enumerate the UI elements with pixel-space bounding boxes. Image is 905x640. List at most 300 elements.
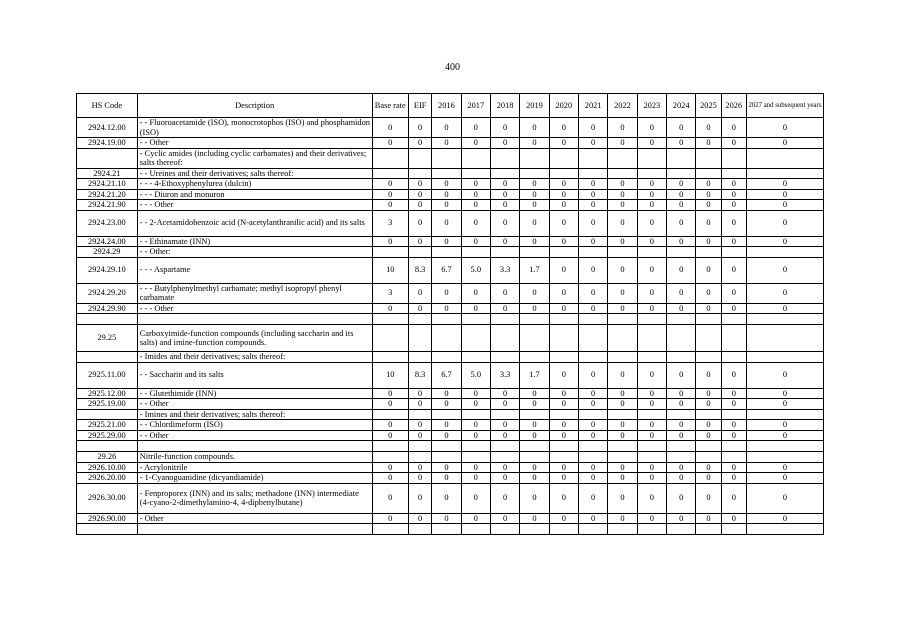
description-cell: Nitrile-function compounds. (137, 452, 372, 463)
rate-cell: 0 (721, 483, 746, 513)
hs-code-cell: 2924.12.00 (77, 118, 138, 138)
rate-cell: 0 (578, 462, 607, 473)
rate-cell (372, 441, 408, 452)
rate-cell: 0 (408, 462, 431, 473)
rate-cell: 0 (549, 179, 578, 190)
rate-cell (608, 352, 637, 363)
rate-cell: 0 (696, 420, 721, 431)
column-header: 2026 (721, 94, 746, 118)
rate-cell: 0 (372, 399, 408, 410)
description-cell: - - - Butylphenylmethyl carbamate; methyl isopropyl phenyl carbamate (137, 283, 372, 303)
rate-cell: 0 (432, 236, 461, 247)
rate-cell (461, 441, 490, 452)
rate-cell: 0 (461, 283, 490, 303)
rate-cell: 0 (578, 388, 607, 399)
rate-cell: 0 (520, 399, 549, 410)
rate-cell: 0 (461, 462, 490, 473)
rate-cell: 0 (461, 210, 490, 236)
rate-cell: 0 (608, 399, 637, 410)
rate-cell (372, 168, 408, 179)
hs-code-cell: 2924.29.90 (77, 303, 138, 314)
column-header: 2020 (549, 94, 578, 118)
rate-cell: 0 (520, 388, 549, 399)
rate-cell: 0 (520, 420, 549, 431)
rate-cell: 0 (461, 399, 490, 410)
rate-cell (432, 325, 461, 352)
column-header: 2018 (490, 94, 519, 118)
rate-cell: 0 (408, 483, 431, 513)
rate-cell: 0 (667, 399, 696, 410)
rate-cell (746, 247, 823, 258)
rate-cell (667, 148, 696, 168)
column-header: 2027 and subsequent years (746, 94, 823, 118)
rate-cell (461, 148, 490, 168)
rate-cell (608, 148, 637, 168)
rate-cell (372, 352, 408, 363)
description-cell: - - - Other (137, 200, 372, 211)
description-cell: - - Fluoroacetamide (ISO), monocrotophos (ISO) and phosphamidon (ISO) (137, 118, 372, 138)
rate-cell: 0 (578, 283, 607, 303)
rate-cell: 0 (490, 303, 519, 314)
rate-cell: 0 (490, 399, 519, 410)
rate-cell (637, 409, 666, 420)
description-cell: - - Ureines and their derivatives; salts thereof: (137, 168, 372, 179)
rate-cell: 0 (372, 236, 408, 247)
rate-cell: 0 (667, 303, 696, 314)
rate-cell: 0 (696, 283, 721, 303)
rate-cell (372, 148, 408, 168)
rate-cell: 0 (637, 399, 666, 410)
rate-cell (667, 452, 696, 463)
rate-cell: 0 (746, 399, 823, 410)
rate-cell (408, 452, 431, 463)
table-body (77, 118, 824, 535)
description-cell (137, 441, 372, 452)
rate-cell: 0 (721, 118, 746, 138)
rate-cell: 0 (549, 189, 578, 200)
rate-cell: 0 (667, 420, 696, 431)
rate-cell: 0 (696, 210, 721, 236)
hs-code-cell: 2924.29.10 (77, 257, 138, 283)
rate-cell: 0 (549, 430, 578, 441)
rate-cell: 3 (372, 283, 408, 303)
table-row (77, 283, 824, 303)
rate-cell (608, 409, 637, 420)
description-cell: - - Ethinamate (INN) (137, 236, 372, 247)
rate-cell: 0 (549, 513, 578, 524)
rate-cell (432, 352, 461, 363)
rate-cell (637, 452, 666, 463)
rate-cell: 0 (549, 362, 578, 388)
rate-cell (461, 409, 490, 420)
rate-cell (637, 148, 666, 168)
rate-cell: 0 (696, 189, 721, 200)
table-row (77, 441, 824, 452)
rate-cell: 0 (408, 388, 431, 399)
rate-cell: 0 (637, 283, 666, 303)
rate-cell: 0 (408, 513, 431, 524)
rate-cell (608, 325, 637, 352)
rate-cell: 0 (372, 473, 408, 484)
rate-cell (432, 314, 461, 325)
description-cell: - 1-Cyanoguanidine (dicyandiamide) (137, 473, 372, 484)
rate-cell: 0 (637, 189, 666, 200)
rate-cell: 10 (372, 362, 408, 388)
rate-cell: 0 (608, 210, 637, 236)
rate-cell: 0 (746, 473, 823, 484)
hs-code-cell: 2925.21.00 (77, 420, 138, 431)
rate-cell (608, 314, 637, 325)
page-number: 400 (445, 62, 460, 73)
table-row (77, 420, 824, 431)
rate-cell: 0 (637, 473, 666, 484)
rate-cell (372, 325, 408, 352)
hs-code-cell: 2926.10.00 (77, 462, 138, 473)
column-header: Description (137, 94, 372, 118)
rate-cell: 0 (432, 483, 461, 513)
rate-cell: 0 (549, 388, 578, 399)
rate-cell: 0 (608, 473, 637, 484)
rate-cell: 0 (549, 210, 578, 236)
rate-cell: 3 (372, 210, 408, 236)
rate-cell (746, 148, 823, 168)
rate-cell: 0 (746, 236, 823, 247)
rate-cell: 0 (608, 257, 637, 283)
hs-code-cell: 2924.29.20 (77, 283, 138, 303)
rate-cell (520, 524, 549, 535)
rate-cell: 0 (696, 179, 721, 190)
rate-cell (721, 314, 746, 325)
rate-cell: 0 (667, 283, 696, 303)
rate-cell: 8.3 (408, 362, 431, 388)
rate-cell: 0 (408, 210, 431, 236)
rate-cell: 0 (746, 430, 823, 441)
rate-cell (408, 168, 431, 179)
rate-cell (549, 441, 578, 452)
rate-cell: 0 (372, 200, 408, 211)
table-row (77, 325, 824, 352)
rate-cell: 0 (520, 189, 549, 200)
rate-cell: 3.3 (490, 362, 519, 388)
rate-cell: 0 (372, 303, 408, 314)
rate-cell: 0 (721, 283, 746, 303)
table-row (77, 168, 824, 179)
rate-cell (549, 247, 578, 258)
rate-cell: 0 (608, 303, 637, 314)
rate-cell: 0 (637, 513, 666, 524)
rate-cell: 0 (608, 430, 637, 441)
rate-cell (696, 247, 721, 258)
rate-cell (746, 524, 823, 535)
rate-cell: 0 (746, 210, 823, 236)
rate-cell: 0 (432, 513, 461, 524)
rate-cell: 0 (490, 513, 519, 524)
rate-cell: 0 (432, 462, 461, 473)
rate-cell: 0 (578, 303, 607, 314)
rate-cell: 8.3 (408, 257, 431, 283)
rate-cell: 0 (408, 118, 431, 138)
hs-code-cell (77, 314, 138, 325)
hs-code-cell: 2924.21.20 (77, 189, 138, 200)
rate-cell: 0 (721, 473, 746, 484)
column-header: 2021 (578, 94, 607, 118)
rate-cell (578, 441, 607, 452)
rate-cell: 0 (372, 118, 408, 138)
rate-cell (721, 247, 746, 258)
rate-cell: 0 (721, 513, 746, 524)
rate-cell: 0 (578, 138, 607, 149)
rate-cell: 0 (696, 138, 721, 149)
rate-cell (490, 325, 519, 352)
rate-cell: 0 (408, 283, 431, 303)
rate-cell: 0 (667, 388, 696, 399)
rate-cell (408, 524, 431, 535)
rate-cell: 0 (490, 420, 519, 431)
rate-cell: 0 (746, 179, 823, 190)
rate-cell (721, 524, 746, 535)
rate-cell (520, 314, 549, 325)
description-cell: - Imines and their derivatives; salts thereof: (137, 409, 372, 420)
rate-cell: 0 (461, 430, 490, 441)
rate-cell (637, 524, 666, 535)
rate-cell: 0 (746, 283, 823, 303)
rate-cell: 0 (637, 118, 666, 138)
rate-cell (461, 325, 490, 352)
rate-cell (608, 524, 637, 535)
rate-cell: 0 (696, 200, 721, 211)
table-header-row (77, 94, 824, 118)
rate-cell: 0 (520, 462, 549, 473)
rate-cell: 0 (432, 210, 461, 236)
rate-cell: 0 (608, 236, 637, 247)
rate-cell (637, 325, 666, 352)
rate-cell: 3.3 (490, 257, 519, 283)
rate-cell: 5.0 (461, 362, 490, 388)
rate-cell (608, 452, 637, 463)
rate-cell: 1.7 (520, 257, 549, 283)
rate-cell: 0 (549, 138, 578, 149)
rate-cell: 0 (372, 179, 408, 190)
rate-cell: 0 (637, 430, 666, 441)
table-row (77, 236, 824, 247)
rate-cell: 0 (578, 473, 607, 484)
table-row (77, 388, 824, 399)
rate-cell: 0 (408, 399, 431, 410)
rate-cell: 0 (746, 303, 823, 314)
description-cell: - - - 4-Ethoxyphenylurea (dulcin) (137, 179, 372, 190)
hs-code-cell: 2926.30.00 (77, 483, 138, 513)
rate-cell: 0 (721, 138, 746, 149)
rate-cell: 0 (578, 483, 607, 513)
rate-cell: 0 (608, 138, 637, 149)
rate-cell: 0 (608, 420, 637, 431)
rate-cell: 0 (549, 462, 578, 473)
table-row (77, 210, 824, 236)
description-cell: - - Saccharin and its salts (137, 362, 372, 388)
table-row (77, 362, 824, 388)
rate-cell (490, 314, 519, 325)
rate-cell: 0 (461, 189, 490, 200)
rate-cell: 0 (432, 283, 461, 303)
rate-cell: 0 (696, 257, 721, 283)
rate-cell: 0 (461, 236, 490, 247)
rate-cell: 0 (608, 483, 637, 513)
rate-cell: 0 (667, 118, 696, 138)
rate-cell: 0 (578, 210, 607, 236)
rate-cell: 0 (721, 303, 746, 314)
rate-cell: 6.7 (432, 362, 461, 388)
description-cell: - - Other (137, 138, 372, 149)
rate-cell (372, 452, 408, 463)
description-cell: - - - Diuron and monuron (137, 189, 372, 200)
rate-cell (696, 168, 721, 179)
rate-cell (432, 441, 461, 452)
rate-cell: 0 (432, 200, 461, 211)
rate-cell: 0 (490, 138, 519, 149)
table-row (77, 513, 824, 524)
column-header: EIF (408, 94, 431, 118)
rate-cell: 0 (432, 118, 461, 138)
hs-code-cell: 2925.12.00 (77, 388, 138, 399)
rate-cell: 0 (408, 189, 431, 200)
rate-cell: 0 (520, 200, 549, 211)
rate-cell: 0 (696, 462, 721, 473)
rate-cell: 0 (372, 462, 408, 473)
rate-cell: 0 (637, 388, 666, 399)
rate-cell: 0 (578, 200, 607, 211)
rate-cell: 0 (549, 399, 578, 410)
rate-cell: 0 (637, 138, 666, 149)
rate-cell (696, 325, 721, 352)
hs-code-cell (77, 409, 138, 420)
rate-cell: 0 (461, 200, 490, 211)
rate-cell (608, 441, 637, 452)
rate-cell (721, 168, 746, 179)
rate-cell: 0 (520, 210, 549, 236)
rate-cell: 0 (461, 388, 490, 399)
rate-cell: 0 (721, 388, 746, 399)
rate-cell: 0 (608, 283, 637, 303)
rate-cell: 0 (432, 138, 461, 149)
rate-cell: 0 (578, 118, 607, 138)
rate-cell (549, 452, 578, 463)
rate-cell: 0 (408, 200, 431, 211)
hs-code-cell: 2924.21 (77, 168, 138, 179)
rate-cell (746, 441, 823, 452)
rate-cell (408, 325, 431, 352)
rate-cell: 0 (667, 462, 696, 473)
rate-cell (549, 409, 578, 420)
rate-cell (721, 352, 746, 363)
rate-cell: 0 (578, 257, 607, 283)
rate-cell: 0 (608, 179, 637, 190)
rate-cell: 0 (667, 473, 696, 484)
rate-cell (696, 452, 721, 463)
rate-cell: 0 (667, 200, 696, 211)
column-header: 2017 (461, 94, 490, 118)
rate-cell: 0 (746, 462, 823, 473)
rate-cell: 0 (637, 420, 666, 431)
rate-cell: 0 (721, 462, 746, 473)
rate-cell (578, 314, 607, 325)
hs-code-cell (77, 352, 138, 363)
rate-cell: 0 (490, 200, 519, 211)
rate-cell: 0 (608, 200, 637, 211)
rate-cell: 0 (746, 513, 823, 524)
rate-cell: 0 (696, 388, 721, 399)
column-header: 2025 (696, 94, 721, 118)
rate-cell: 0 (746, 483, 823, 513)
table-row (77, 399, 824, 410)
hs-code-cell: 2924.19.00 (77, 138, 138, 149)
rate-cell: 0 (490, 189, 519, 200)
rate-cell: 0 (549, 483, 578, 513)
rate-cell (520, 452, 549, 463)
rate-cell (461, 452, 490, 463)
rate-cell (746, 409, 823, 420)
rate-cell (490, 148, 519, 168)
rate-cell: 0 (520, 513, 549, 524)
hs-code-cell (77, 524, 138, 535)
column-header: 2019 (520, 94, 549, 118)
rate-cell: 0 (608, 189, 637, 200)
rate-cell: 0 (608, 118, 637, 138)
rate-cell (721, 452, 746, 463)
rate-cell (721, 409, 746, 420)
rate-cell (461, 524, 490, 535)
rate-cell: 0 (667, 513, 696, 524)
column-header: 2016 (432, 94, 461, 118)
rate-cell: 0 (578, 399, 607, 410)
rate-cell: 0 (490, 179, 519, 190)
rate-cell (578, 409, 607, 420)
rate-cell (721, 441, 746, 452)
rate-cell: 0 (608, 388, 637, 399)
hs-code-cell: 2924.24.00 (77, 236, 138, 247)
rate-cell (696, 352, 721, 363)
description-cell: - - - Aspartame (137, 257, 372, 283)
rate-cell: 0 (490, 430, 519, 441)
table-row (77, 257, 824, 283)
rate-cell: 0 (520, 483, 549, 513)
rate-cell: 0 (432, 473, 461, 484)
rate-cell: 0 (746, 200, 823, 211)
rate-cell: 0 (490, 236, 519, 247)
rate-cell (578, 524, 607, 535)
hs-code-cell: 2924.21.90 (77, 200, 138, 211)
rate-cell (520, 148, 549, 168)
rate-cell: 0 (667, 430, 696, 441)
rate-cell: 0 (549, 283, 578, 303)
rate-cell: 0 (490, 210, 519, 236)
rate-cell (520, 168, 549, 179)
rate-cell (432, 168, 461, 179)
rate-cell (637, 352, 666, 363)
rate-cell (667, 247, 696, 258)
rate-cell (490, 352, 519, 363)
rate-cell: 0 (408, 138, 431, 149)
rate-cell: 0 (549, 118, 578, 138)
hs-code-cell: 29.25 (77, 325, 138, 352)
table-row (77, 148, 824, 168)
rate-cell: 0 (549, 420, 578, 431)
rate-cell: 0 (372, 513, 408, 524)
rate-cell (667, 325, 696, 352)
rate-cell: 0 (432, 303, 461, 314)
rate-cell (696, 409, 721, 420)
rate-cell (721, 148, 746, 168)
column-header: 2022 (608, 94, 637, 118)
